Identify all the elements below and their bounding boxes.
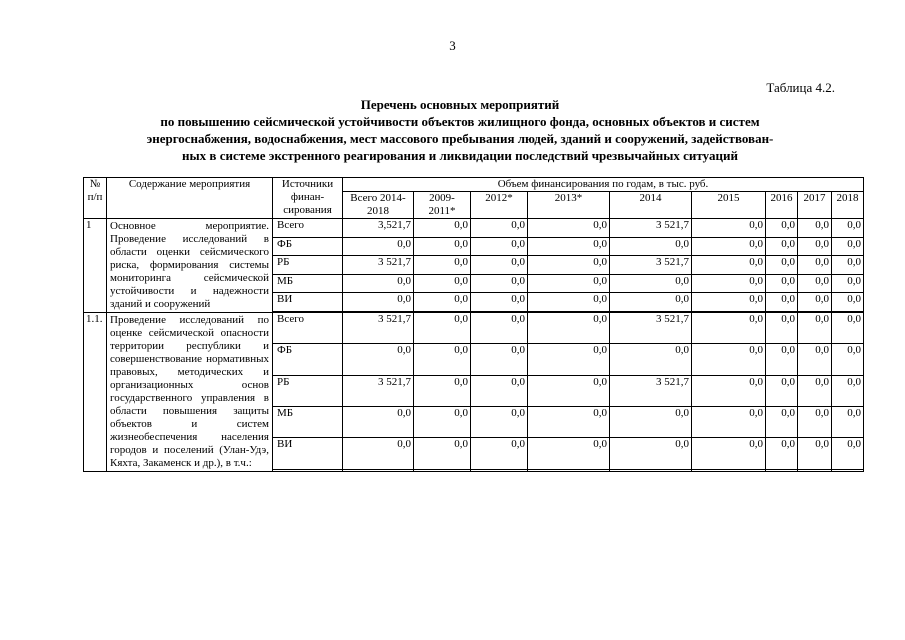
funding-value: 0,0: [692, 274, 766, 293]
funding-value: 0,0: [692, 293, 766, 312]
title-line: Перечень основных мероприятий: [360, 97, 560, 112]
funding-source: ФБ: [273, 344, 343, 375]
funding-value: 0,0: [692, 438, 766, 469]
funding-value: 0,0: [343, 438, 414, 469]
funding-value: 0,0: [832, 256, 864, 275]
funding-value: 0,0: [766, 237, 798, 256]
funding-value: 3 521,7: [610, 219, 692, 238]
funding-value: 0,0: [414, 274, 471, 293]
funding-value: 3 521,7: [343, 256, 414, 275]
header-year: Всего 2014-2018: [343, 192, 414, 219]
funding-value: 3 521,7: [343, 375, 414, 406]
funding-value: 0,0: [766, 219, 798, 238]
funding-value: 0,0: [471, 256, 528, 275]
row-number: 1: [84, 219, 107, 313]
funding-value: 0,0: [414, 237, 471, 256]
funding-value: 0,0: [692, 219, 766, 238]
funding-value: 0,0: [610, 407, 692, 438]
funding-value: 0,0: [471, 407, 528, 438]
funding-value: 0,0: [343, 344, 414, 375]
funding-value: 0,0: [343, 274, 414, 293]
funding-value: 0,0: [766, 407, 798, 438]
funding-source: ВИ: [273, 438, 343, 469]
funding-source: РБ: [273, 375, 343, 406]
title-line: энергоснабжения, водоснабжения, мест массового пребывания людей, зданий и сооружений, задействован-: [146, 131, 774, 146]
funding-source: ВИ: [273, 293, 343, 312]
empty-cell: [832, 469, 864, 471]
funding-value: 0,0: [798, 293, 832, 312]
funding-value: 0,0: [528, 256, 610, 275]
funding-value: 0,0: [414, 407, 471, 438]
funding-value: 0,0: [798, 344, 832, 375]
funding-value: 0,0: [610, 438, 692, 469]
funding-value: 0,0: [414, 344, 471, 375]
funding-value: 0,0: [343, 407, 414, 438]
funding-value: 0,0: [766, 344, 798, 375]
header-year: 2013*: [528, 192, 610, 219]
funding-value: 0,0: [798, 256, 832, 275]
measure-description: Проведение исследований по оценке сейсмической опасности территории республики и совершенствование нормативных правовых, методических и организационных основ государственного управления в области повышения защиты объектов и систем жизнеобеспечения населения городов и поселений (Улан-Удэ, Кяхта, Закаменск и др.), в т.ч.:: [107, 313, 273, 472]
empty-cell: [414, 469, 471, 471]
funding-value: 0,0: [832, 274, 864, 293]
funding-value: 3 521,7: [610, 375, 692, 406]
funding-value: 0,0: [832, 407, 864, 438]
funding-value: 0,0: [832, 438, 864, 469]
funding-value: 0,0: [414, 438, 471, 469]
empty-cell: [798, 469, 832, 471]
funding-value: 0,0: [766, 375, 798, 406]
measure-description: Основное мероприятие. Проведение исследований в области оценки сейсмического риска, формирования системы мониторинга сейсмической устойчивости и надежности зданий и сооружений: [107, 219, 273, 313]
funding-value: 0,0: [798, 313, 832, 344]
title-line: по повышению сейсмической устойчивости объектов жилищного фонда, основных объектов и систем: [160, 114, 760, 129]
funding-value: 0,0: [766, 438, 798, 469]
header-row: [84, 178, 864, 192]
funding-value: 0,0: [610, 293, 692, 312]
empty-cell: [610, 469, 692, 471]
funding-source: Всего: [273, 219, 343, 238]
funding-source: МБ: [273, 407, 343, 438]
empty-cell: [766, 469, 798, 471]
table-body: [84, 219, 864, 472]
funding-value: 0,0: [766, 274, 798, 293]
funding-value: 0,0: [471, 293, 528, 312]
page-number: 3: [449, 38, 456, 53]
funding-value: 0,0: [798, 274, 832, 293]
header-year: 2018: [832, 192, 864, 219]
funding-value: 0,0: [832, 313, 864, 344]
funding-value: 0,0: [471, 344, 528, 375]
funding-value: 0,0: [528, 438, 610, 469]
funding-value: 0,0: [798, 219, 832, 238]
funding-value: 0,0: [692, 313, 766, 344]
header-source: Источники финан-сирования: [273, 178, 343, 219]
funding-value: 0,0: [471, 313, 528, 344]
empty-cell: [692, 469, 766, 471]
table-label: Таблица 4.2.: [766, 80, 835, 95]
header-year: 2009-2011*: [414, 192, 471, 219]
funding-value: 0,0: [692, 256, 766, 275]
funding-value: 0,0: [528, 375, 610, 406]
funding-value: 0,0: [528, 407, 610, 438]
funding-value: 0,0: [692, 375, 766, 406]
funding-value: 0,0: [528, 237, 610, 256]
funding-value: 0,0: [471, 219, 528, 238]
funding-value: 0,0: [528, 344, 610, 375]
table-row: [84, 219, 864, 238]
funding-value: 0,0: [766, 293, 798, 312]
funding-value: 0,0: [414, 219, 471, 238]
row-number: 1.1.: [84, 313, 107, 472]
funding-value: 0,0: [343, 237, 414, 256]
funding-value: 0,0: [832, 375, 864, 406]
funding-value: 0,0: [692, 407, 766, 438]
funding-source: ФБ: [273, 237, 343, 256]
empty-cell: [273, 469, 343, 471]
funding-value: 0,0: [832, 219, 864, 238]
empty-cell: [471, 469, 528, 471]
funding-value: 3 521,7: [610, 313, 692, 344]
funding-value: 0,0: [832, 237, 864, 256]
funding-value: 0,0: [692, 237, 766, 256]
title-line: ных в системе экстренного реагирования и ликвидации последствий чрезвычайных ситуаций: [182, 148, 738, 163]
empty-cell: [528, 469, 610, 471]
header-funding-group: Объем финансирования по годам, в тыс. руб.: [343, 178, 864, 192]
funding-value: 0,0: [798, 438, 832, 469]
funding-value: 0,0: [832, 344, 864, 375]
funding-value: 3 521,7: [610, 256, 692, 275]
funding-value: 0,0: [343, 293, 414, 312]
funding-value: 0,0: [610, 237, 692, 256]
funding-source: РБ: [273, 256, 343, 275]
table-row: [84, 313, 864, 344]
funding-value: 0,0: [610, 274, 692, 293]
funding-source: Всего: [273, 313, 343, 344]
funding-value: 0,0: [528, 219, 610, 238]
funding-value: 0,0: [528, 313, 610, 344]
header-num: № п/п: [84, 178, 107, 219]
funding-value: 3 521,7: [343, 313, 414, 344]
funding-value: 0,0: [766, 256, 798, 275]
header-year: 2016: [766, 192, 798, 219]
header-year: 2015: [692, 192, 766, 219]
funding-value: 3,521,7: [343, 219, 414, 238]
empty-cell: [343, 469, 414, 471]
header-year: 2014: [610, 192, 692, 219]
funding-table: [83, 177, 864, 472]
funding-value: 0,0: [471, 438, 528, 469]
funding-value: 0,0: [471, 375, 528, 406]
document-title: [60, 96, 860, 164]
funding-value: 0,0: [414, 375, 471, 406]
header-year: 2012*: [471, 192, 528, 219]
header-content: Содержание мероприятия: [107, 178, 273, 219]
funding-value: 0,0: [528, 293, 610, 312]
funding-value: 0,0: [528, 274, 610, 293]
funding-value: 0,0: [692, 344, 766, 375]
funding-value: 0,0: [471, 274, 528, 293]
funding-value: 0,0: [832, 293, 864, 312]
funding-value: 0,0: [414, 313, 471, 344]
funding-value: 0,0: [798, 237, 832, 256]
funding-source: МБ: [273, 274, 343, 293]
funding-value: 0,0: [766, 313, 798, 344]
funding-value: 0,0: [798, 375, 832, 406]
header-year: 2017: [798, 192, 832, 219]
funding-value: 0,0: [471, 237, 528, 256]
funding-value: 0,0: [414, 256, 471, 275]
funding-value: 0,0: [414, 293, 471, 312]
funding-value: 0,0: [610, 344, 692, 375]
funding-value: 0,0: [798, 407, 832, 438]
